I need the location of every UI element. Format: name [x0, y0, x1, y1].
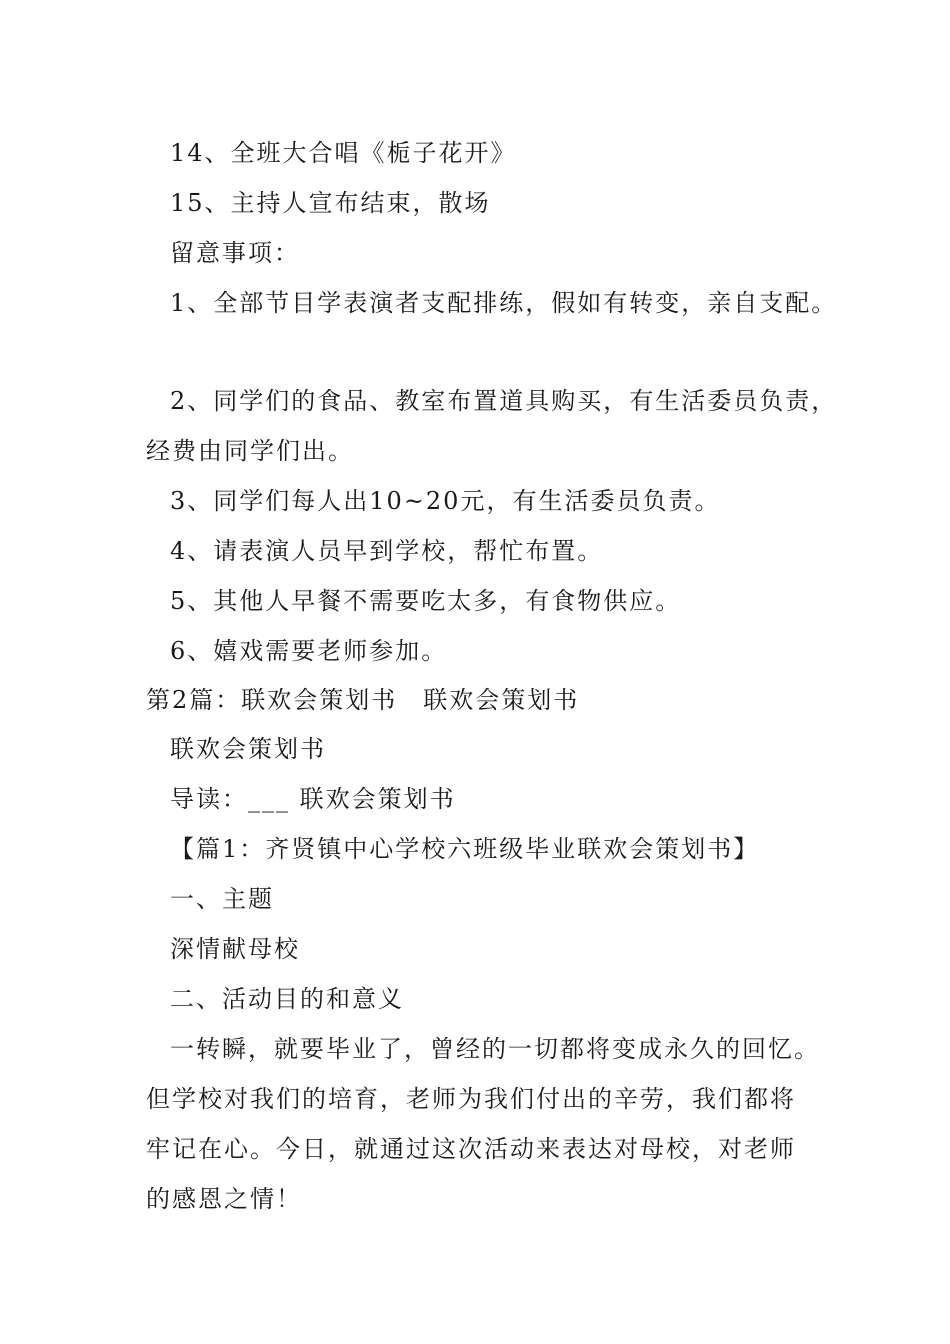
note-item-5: 5、其他人早餐不需要吃太多，有食物供应。 — [170, 587, 682, 615]
purpose-para-line-4: 的感恩之情！ — [146, 1185, 302, 1213]
notes-heading: 留意事项： — [170, 239, 300, 267]
doc-title: 联欢会策划书 — [170, 735, 326, 763]
program-item-14: 14、全班大合唱《栀子花开》 — [170, 139, 517, 167]
purpose-para-line-2: 但学校对我们的培育，老师为我们付出的辛劳，我们都将 — [146, 1085, 796, 1113]
section-title: 第2篇：联欢会策划书 联欢会策划书 — [146, 686, 580, 714]
heading-theme: 一、主题 — [170, 885, 274, 913]
intro-line: 导读：___ 联欢会策划书 — [170, 785, 456, 813]
article-title: 【篇1：齐贤镇中心学校六班级毕业联欢会策划书】 — [170, 835, 760, 863]
purpose-para-line-3: 牢记在心。今日，就通过这次活动来表达对母校，对老师 — [146, 1135, 796, 1163]
note-item-1: 1、全部节目学表演者支配排练，假如有转变，亲自支配。 — [170, 289, 838, 317]
note-item-2-continued: 经费由同学们出。 — [146, 437, 354, 465]
theme-text: 深情献母校 — [170, 935, 300, 963]
note-item-4: 4、请表演人员早到学校，帮忙布置。 — [170, 537, 604, 565]
heading-purpose: 二、活动目的和意义 — [170, 985, 404, 1013]
note-item-2: 2、同学们的食品、教室布置道具购买，有生活委员负责， — [170, 387, 838, 415]
note-item-6: 6、嬉戏需要老师参加。 — [170, 637, 448, 665]
program-item-15: 15、主持人宣布结束，散场 — [170, 189, 491, 217]
note-item-3: 3、同学们每人出10~20元，有生活委员负责。 — [170, 487, 721, 515]
purpose-para-line-1: 一转瞬，就要毕业了，曾经的一切都将变成永久的回忆。 — [170, 1035, 820, 1063]
